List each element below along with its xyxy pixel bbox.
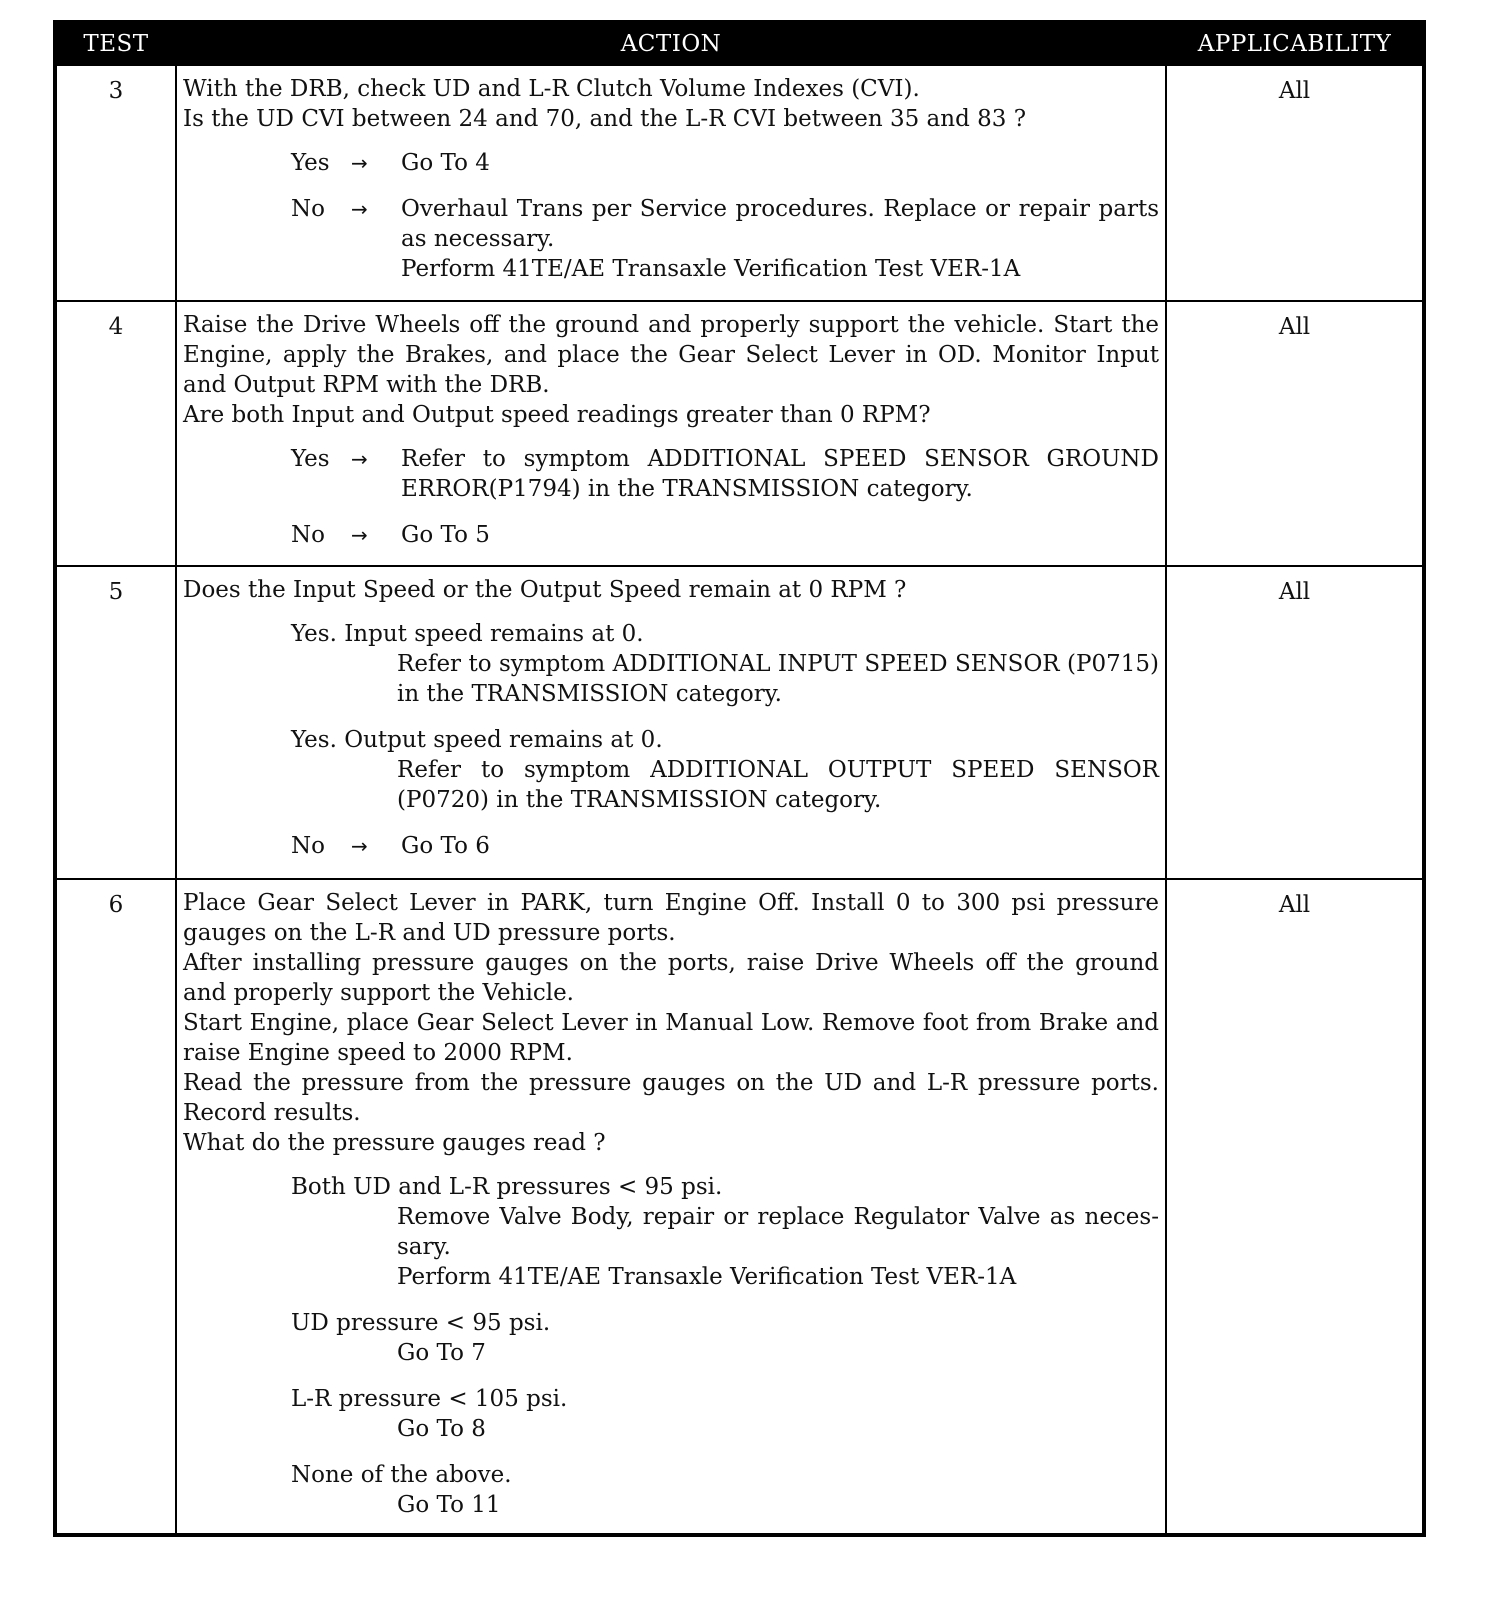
action-cell bbox=[176, 301, 1166, 566]
answer-ud-low bbox=[291, 1308, 1159, 1368]
answer-label: Yes. Output speed remains at 0. bbox=[291, 727, 663, 753]
test-number: 4 bbox=[55, 301, 176, 566]
question-line: Does the Input Speed or the Output Speed remain at 0 RPM ? bbox=[183, 577, 907, 603]
answers bbox=[291, 1172, 1159, 1520]
answer-yes bbox=[291, 444, 1159, 504]
answer-result bbox=[401, 194, 1159, 284]
question-line: Raise the Drive Wheels off the ground and properly support the vehicle. Start the Engine, apply the Brakes, and place the Gear Select Lever in OD. Monitor Input and Output RPM with the DRB. bbox=[183, 312, 1159, 398]
answer-label: L-R pressure < 105 psi. bbox=[291, 1386, 568, 1412]
answer-result: Refer to symptom ADDITIONAL OUTPUT SPEED SENSOR (P0720) in the TRANSMISSION category. bbox=[397, 757, 1159, 813]
arrow-right-icon: → bbox=[351, 197, 368, 221]
answer-result: Refer to symptom ADDITIONAL INPUT SPEED SENSOR (P0715) in the TRANSMISSION category. bbox=[397, 651, 1159, 707]
diagnostic-test-table bbox=[53, 20, 1426, 1537]
answer-yes bbox=[291, 148, 1159, 178]
answer-result: Perform 41TE/AE Transaxle Verification Test VER-1A bbox=[397, 1264, 1017, 1290]
header-test: TEST bbox=[55, 22, 176, 65]
question-line: Is the UD CVI between 24 and 70, and the L-R CVI between 35 and 83 ? bbox=[183, 106, 1027, 132]
answer-result: Go To 8 bbox=[397, 1416, 486, 1442]
test-number: 6 bbox=[55, 879, 176, 1535]
action-cell bbox=[176, 566, 1166, 879]
answer-no bbox=[291, 831, 1159, 861]
answer-label: No bbox=[291, 833, 325, 859]
question bbox=[183, 310, 1159, 430]
answer-result: Go To 11 bbox=[397, 1492, 501, 1518]
question-line: Read the pressure from the pressure gauges on the UD and L-R pressure ports. Record results. bbox=[183, 1070, 1159, 1126]
answers bbox=[291, 619, 1159, 861]
answer-label: UD pressure < 95 psi. bbox=[291, 1310, 551, 1336]
answer-label: Yes bbox=[291, 446, 330, 472]
answer-result: Go To 5 bbox=[401, 522, 490, 548]
question-line: What do the pressure gauges read ? bbox=[183, 1130, 606, 1156]
answer-result: Go To 4 bbox=[401, 150, 490, 176]
answer-output-speed bbox=[291, 725, 1159, 815]
answer-label: Yes bbox=[291, 150, 330, 176]
applicability-value: All bbox=[1166, 301, 1424, 566]
question bbox=[183, 74, 1159, 134]
answer-result: Remove Valve Body, repair or replace Regulator Valve as neces-sary. bbox=[397, 1204, 1159, 1260]
test-row-6 bbox=[55, 879, 1424, 1535]
answer-label: Both UD and L-R pressures < 95 psi. bbox=[291, 1174, 723, 1200]
test-number: 3 bbox=[55, 65, 176, 301]
answer-input-speed bbox=[291, 619, 1159, 709]
answer-no bbox=[291, 520, 1159, 550]
answer-result: Go To 6 bbox=[401, 833, 490, 859]
answer-no bbox=[291, 194, 1159, 284]
result-line: Overhaul Trans per Service procedures. Replace or repair parts as necessary. bbox=[401, 196, 1159, 252]
answer-result: Refer to symptom ADDITIONAL SPEED SENSOR GROUND ERROR(P1794) in the TRANSMISSION category. bbox=[401, 446, 1159, 502]
result-line: Perform 41TE/AE Transaxle Verification Test VER-1A bbox=[401, 256, 1021, 282]
arrow-right-icon: → bbox=[351, 834, 368, 858]
header-action: ACTION bbox=[176, 22, 1166, 65]
answers bbox=[291, 148, 1159, 284]
test-row-4 bbox=[55, 301, 1424, 566]
question bbox=[183, 888, 1159, 1158]
answer-label: No bbox=[291, 522, 325, 548]
arrow-right-icon: → bbox=[351, 523, 368, 547]
applicability-value: All bbox=[1166, 566, 1424, 879]
test-number: 5 bbox=[55, 566, 176, 879]
question bbox=[183, 575, 1159, 605]
test-row-5 bbox=[55, 566, 1424, 879]
question-line: Place Gear Select Lever in PARK, turn Engine Off. Install 0 to 300 psi pressure gauges on the L-R and UD pressure ports. bbox=[183, 890, 1159, 946]
question-line: With the DRB, check UD and L-R Clutch Volume Indexes (CVI). bbox=[183, 76, 920, 102]
answer-label: Yes. Input speed remains at 0. bbox=[291, 621, 644, 647]
answers bbox=[291, 444, 1159, 550]
header-applicability: APPLICABILITY bbox=[1166, 22, 1424, 65]
question-line: After installing pressure gauges on the ports, raise Drive Wheels off the ground and properly support the Vehicle. bbox=[183, 950, 1159, 1006]
action-cell bbox=[176, 879, 1166, 1535]
arrow-right-icon: → bbox=[351, 447, 368, 471]
applicability-value: All bbox=[1166, 65, 1424, 301]
arrow-right-icon: → bbox=[351, 151, 368, 175]
action-cell bbox=[176, 65, 1166, 301]
question-line: Are both Input and Output speed readings greater than 0 RPM? bbox=[183, 402, 931, 428]
answer-label: No bbox=[291, 196, 325, 222]
table-header-row bbox=[55, 22, 1424, 65]
applicability-value: All bbox=[1166, 879, 1424, 1535]
answer-result: Go To 7 bbox=[397, 1340, 486, 1366]
answer-lr-low bbox=[291, 1384, 1159, 1444]
question-line: Start Engine, place Gear Select Lever in Manual Low. Remove foot from Brake and raise Engine speed to 2000 RPM. bbox=[183, 1010, 1159, 1066]
answer-none bbox=[291, 1460, 1159, 1520]
test-row-3 bbox=[55, 65, 1424, 301]
answer-label: None of the above. bbox=[291, 1462, 512, 1488]
answer-both-low bbox=[291, 1172, 1159, 1292]
